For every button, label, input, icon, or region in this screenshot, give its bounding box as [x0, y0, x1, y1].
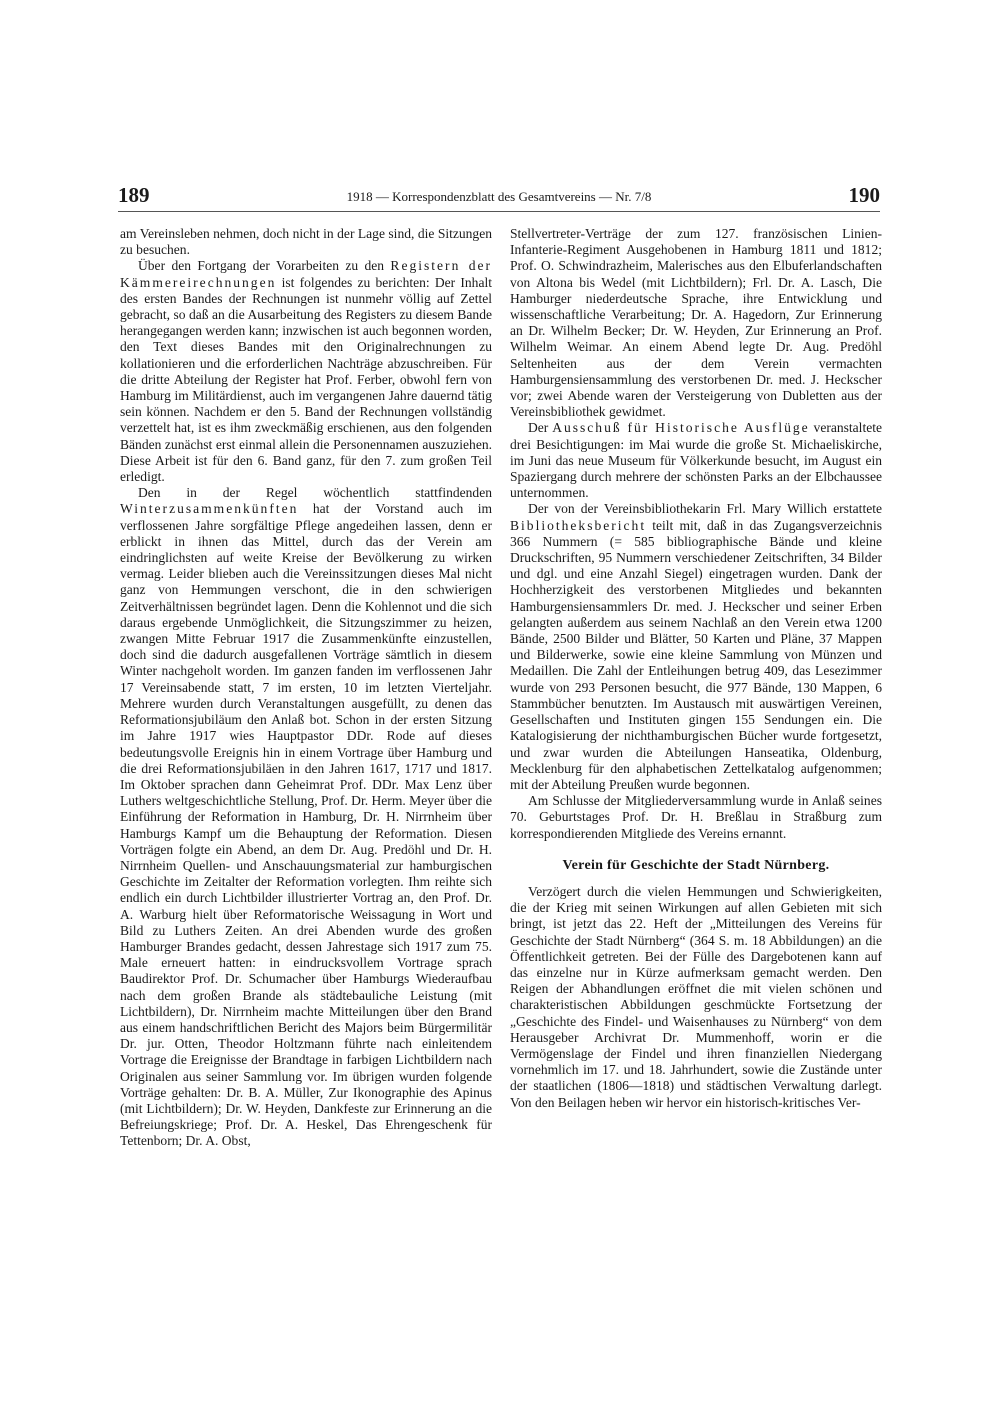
right-column: [510, 226, 882, 1111]
text-run: hat der Vorstand auch im verflossenen Jahre sorgfältige Pflege angedeihen lassen, denn er erblickt in ihnen das Mittel, durch das der Verein am eindringlichsten auf weite Kreise der Bevölkerung zu wirken vermag. Leider blieben auch die Vereinssitzungen dieses Mal nicht ganz von Hemmungen verschont, die in den schwierigen Zeitverhältnissen begründet lagen. Denn die Kohlennot und die sich daraus ergebende Unmöglichkeit, die Sitzungszimmer zu heizen, zwangen Mitte Februar 1917 die Zusammenkünfte einzustellen, doch sind die dadurch ausgefallenen Vorträge sämtlich in diesem Winter nachgeholt worden. Im ganzen fanden im verflossenen Jahr 17 Vereinsabende statt, 7 im ersten, 10 im letzten Vierteljahr. Mehrere wurden durch Veranstaltungen ausgefüllt, zu denen das Reformationsjubiläum den Anlaß bot. Schon in der ersten Sitzung im Jahre 1917 wies Hauptpastor DDr. Rode auf dieses bedeutungsvolle Ereignis hin in einem Vortrage über Hamburg und die drei Reformationsjubiläen in den Jahren 1617, 1717 und 1817. Im Oktober sprachen dann Geheimrat Prof. DDr. Max Lenz über Luthers weltgeschichtliche Stellung, Prof. Dr. Herm. Meyer über die Einführung der Reformation in Hamburg, Dr. H. Nirrnheim über Hamburgs Kampf um die Behauptung der Reformation. Diesen Vorträgen folgte ein Abend, an dem Dr. Aug. Predöhl und Dr. H. Nirrnheim Quellen- und Anschauungsmaterial zur hamburgischen Geschichte im Zeitalter der Reformation vorlegten. Ihm reihte sich endlich ein durch Lichtbilder illustrierter Vortrag an, den Prof. Dr. A. Warburg hielt über Reformatorische Weissagung in Wort und Bild zu Luthers Zeiten. An drei Abenden wurde des großen Hamburger Brandes gedacht, dessen Jahrestage sich 1917 zum 75. Male erneuert hatten: in eindrucksvollem Vortrage sprach Baudirektor Prof. Dr. Schumacher über Hamburgs Wiederaufbau nach dem großen Brande als städtebauliche Leistung (mit Lichtbildern), Dr. Nirrnheim machte Mitteilungen über den Brand aus einem handschriftlichen Bericht des Majors beim Bürgermilitär Dr. jur. Otten, Theodor Holtzmann führte nach einleitendem Vortrage die Ereignisse der Brandtage in farbigen Lichtbildern nach Originalen aus seiner Sammlung vor. Im übrigen wurden folgende Vorträge gehalten: Dr. B. A. Müller, Zur Ikonographie des Apinus (mit Lichtbildern); Dr. W. Heyden, Dankfeste zur Erinnerung an die Befreiungskriege; Prof. Dr. A. Heskel, Das Ehrengeschenk für Tettenborn; Dr. A. Obst,: [120, 501, 492, 1149]
paragraph: Am Schlusse der Mitgliederversammlung wurde in Anlaß seines 70. Geburtstages Prof. Dr. H. Breßlau in Straßburg zum korrespondierenden Mitgliede des Vereins ernannt.: [510, 793, 882, 841]
text-run: Der von der Vereinsbibliothekarin Frl. Mary Willich erstattete: [528, 501, 882, 517]
spaced-term: Ausschuß für Historische Ausflüge: [552, 420, 810, 436]
spaced-term: Bibliotheksbericht: [510, 517, 647, 533]
paragraph: [510, 420, 882, 501]
text-run: veranstaltete drei Besichtigungen: im Mai wurde die große St. Michaeliskirche, im Juni das neue Museum für Völkerkunde besucht, im August ein Spaziergang durch mehrere der schönsten Parks an der Elbchaussee unternommen.: [510, 420, 882, 501]
text-run: Über den Fortgang der Vorarbeiten zu den: [138, 258, 391, 274]
header-rule: [118, 211, 880, 212]
paragraph: am Vereinsleben nehmen, doch nicht in der Lage sind, die Sitzungen zu besuchen.: [120, 226, 492, 258]
paragraph: Stellvertreter-Verträge der zum 127. französischen Linien-Infanterie-Regiment Ausgehobenen in Hamburg 1811 und 1812; Prof. O. Schwindrazheim, Malerisches aus den Elbuferlandschaften von Altona bis Wedel (mit Lichtbildern); Frl. Dr. A. Lasch, Die Hamburger niederdeutsche Sprache, ihre Entwicklung und wissenschaftliche Verarbeitung; Dr. A. Hagedorn, Zur Erinnerung an Dr. Wilhelm Becker; Dr. W. Heyden, Zur Erinnerung an Prof. Wilhelm Weimar. An einem Abend legte Dr. Aug. Predöhl Seltenheiten aus der dem Verein vermachten Hamburgensiensammlung des verstorbenen Dr. med. J. Heckscher vor; zwei Abende waren der Versteigerung von Dubletten aus der Vereinsbibliothek gewidmet.: [510, 226, 882, 420]
paragraph: [510, 501, 882, 793]
text-run: ist folgendes zu berichten: Der Inhalt des ersten Bandes der Rechnungen ist nunmehr völlig auf Zettel gebracht, so daß an die Ausarbeitung des Registers zu diesem Bande herangegangen werden kann; inzwischen ist auch begonnen worden, den Text dieses Bandes mit den Originalrechnungen zu kollationieren und die erforderlichen Nachträge abzuschreiben. Für die dritte Abteilung der Register hat Prof. Ferber, obwohl fern von Hamburg im Militärdienst, auch im vergangenen Jahre dauernd tätig sein können. Nachdem er den 5. Band der Rechnungen vollständig verzettelt hat, ist es ihm zweckmäßig erschienen, aus den folgenden Bänden zunächst erst einmal allein die Personennamen auszuziehen. Diese Arbeit ist für den 6. Band ganz, für den 7. zum großen Teil erledigt.: [120, 274, 492, 485]
section-heading: Verein für Geschichte der Stadt Nürnberg.: [562, 857, 830, 873]
page-number-right: 190: [848, 183, 880, 207]
spaced-term: Registern der Kämmereirechnungen: [120, 258, 492, 290]
spaced-term: Winterzusammenkünften: [120, 501, 299, 517]
paragraph: Verzögert durch die vielen Hemmungen und Schwierigkeiten, die der Krieg mit seinen Wirkungen auf allen Gebieten mit sich bringt, ist jetzt das 22. Heft der „Mitteilungen des Vereins für Geschichte der Stadt Nürnberg“ (364 S. m. 18 Abbildungen) an die Öffentlichkeit getreten. Bei der Fülle des Dargebotenen kann auf das einzelne nur in Kürze aufmerksam gemacht werden. Den Reigen der Abhandlungen eröffnet die mit vielen schönen und charakteristischen Abbildungen geschmückte Fortsetzung der „Geschichte des Findel- und Waisenhauses zu Nürnberg“ von dem Herausgeber Archivrat Dr. Mummenhoff, worin er die Vermögenslage der Findel und ihren finanziellen Niedergang vornehmlich im 17. und 18. Jahrhundert, sowie die Zustände unter der staatlichen (1806—1818) und städtischen Verwaltung darlegt. Von den Beilagen heben wir hervor ein historisch-kritisches Ver-: [510, 883, 882, 1110]
text-run: Der: [528, 420, 553, 436]
text-run: teilt mit, daß in das Zugangsverzeichnis 366 Nummern (= 585 bibliographische Bände und kleine Druckschriften, 95 Nummern verschiedener Zeitschriften, 34 Bilder und dgl. und eine Anzahl Siegel) eingetragen wurden. Dank der Hochherzigkeit des verstorbenen Mitgliedes und bekannten Hamburgensiensammlers Dr. med. J. Heckscher und seiner Erben gelangten außerdem aus seinem Nachlaß an den Verein etwa 1200 Bände, 2500 Bilder und Blätter, 50 Karten und Pläne, 37 Mappen und Bilderwerke, sowie eine kleine Sammlung von Münzen und Medaillen. Die Zahl der Entleihungen betrug 409, das Lesezimmer wurde von 293 Personen besucht, die 977 Bände, 130 Mappen, 6 Stammbücher benutzten. Im Austausch mit auswärtigen Vereinen, Gesellschaften und Instituten gingen 155 Sendungen ein. Die Katalogisierung der nichthamburgischen Bücher wurde fortgesetzt, und zwar wurden die Abteilungen Hanseatika, Oldenburg, Mecklenburg für den alphabetischen Zettelkatalog aufgenommen; mit der Abteilung Preußen wurde begonnen.: [510, 517, 882, 792]
paragraph: [120, 485, 492, 1149]
text-run: Den in der Regel wöchentlich stattfindenden: [138, 485, 492, 501]
running-title: 1918 — Korrespondenzblatt des Gesamtvereins — Nr. 7/8: [346, 189, 652, 204]
page-number-left: 189: [118, 183, 150, 207]
left-column: [120, 226, 492, 1150]
paragraph: [120, 258, 492, 485]
